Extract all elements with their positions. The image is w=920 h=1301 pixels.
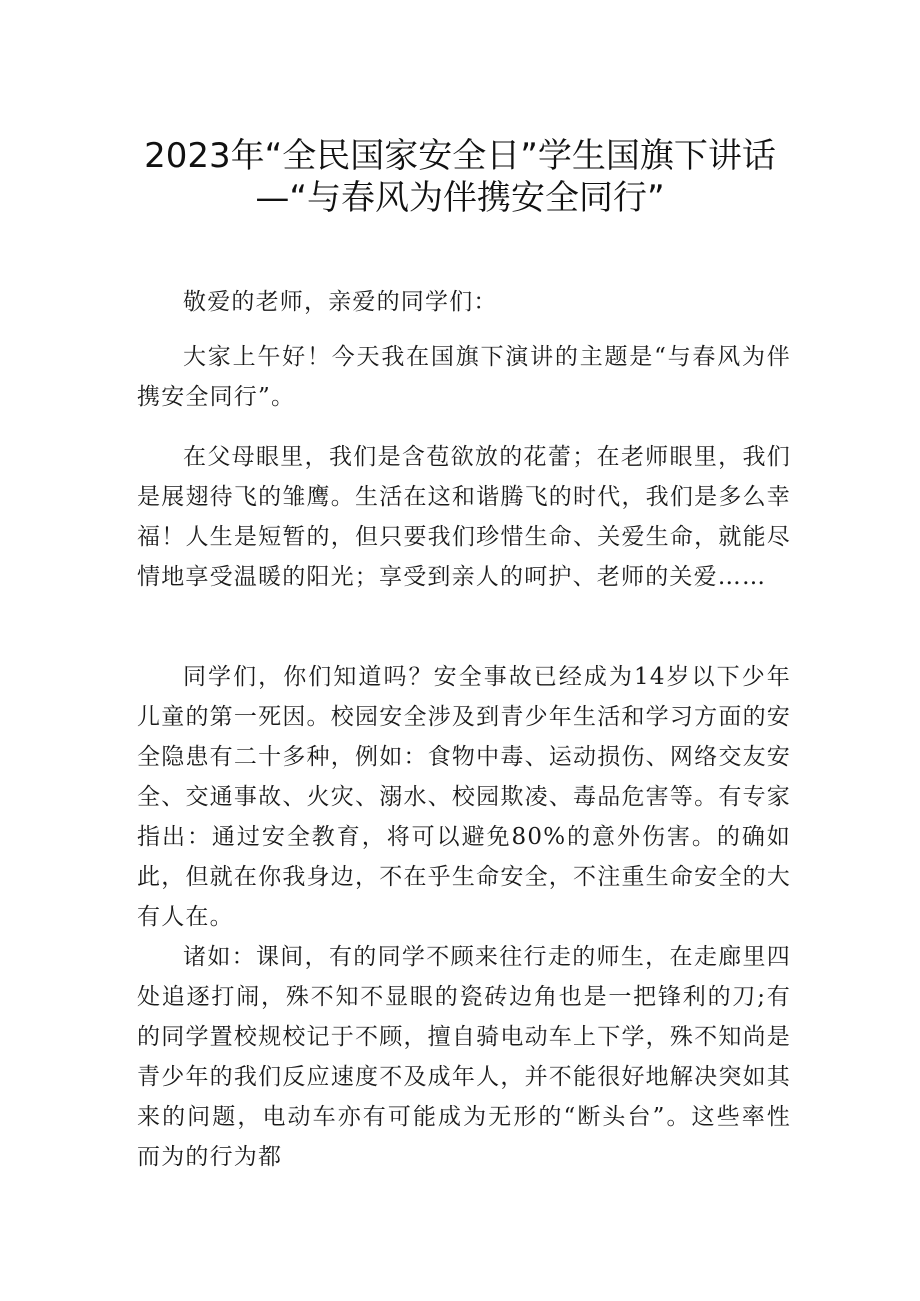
greeting-text: 敬爱的老师，亲爱的同学们： <box>183 289 498 315</box>
paragraph-1 <box>137 337 791 417</box>
paragraph-text: 在父母眼里，我们是含苞欲放的花蕾；在老师眼里，我们是展翅待飞的雏鹰。生活在这和谐腾飞的时代，我们是多么幸福！人生是短暂的，但只要我们珍惜生命、关爱生命，就能尽情地享受温暖的阳光；享受到亲人的呵护、老师的关爱…… <box>137 444 791 590</box>
document-title-line1: 2023年“全民国家安全日”学生国旗下讲话 <box>144 136 776 176</box>
greeting-paragraph <box>137 282 791 322</box>
paragraph-4 <box>137 937 791 1177</box>
paragraph-3 <box>137 657 791 937</box>
paragraph-text: 同学们，你们知道吗？安全事故已经成为14岁以下少年儿童的第一死因。校园安全涉及到青少年生活和学习方面的安全隐患有二十多种，例如：食物中毒、运动损伤、网络交友安全、交通事故、火灾、溺水、校园欺凌、毒品危害等。有专家指出：通过安全教育，将可以避免80%的意外伤害。的确如此，但就在你我身边，不在乎生命安全，不注重生命安全的大有人在。 <box>137 664 791 930</box>
paragraph-text: 大家上午好！今天我在国旗下演讲的主题是“与春风为伴携安全同行”。 <box>137 344 791 410</box>
paragraph-text: 诸如：课间，有的同学不顾来往行走的师生，在走廊里四处追逐打闹，殊不知不显眼的瓷砖边角也是一把锋利的刀;有的同学置校规校记于不顾，擅自骑电动车上下学，殊不知尚是青少年的我们反应速度不及成年人，并不能很好地解决突如其来的问题，电动车亦有可能成为无形的“断头台”。这些率性而为的行为都 <box>137 944 791 1170</box>
document-title-line2: —“与春风为伴携安全同行” <box>255 178 665 218</box>
paragraph-2 <box>137 437 791 597</box>
